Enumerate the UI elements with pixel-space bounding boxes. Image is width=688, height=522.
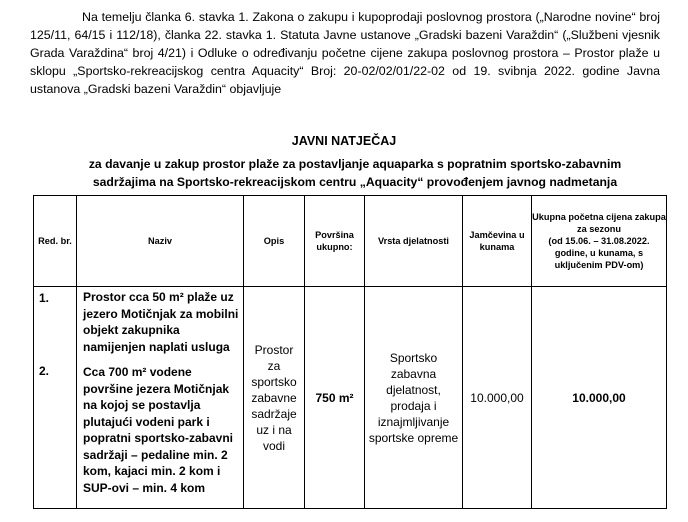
header-cijena-note: (od 15.06. – 31.08.2022. godine, u kunama, s uključenim PDV-om) bbox=[548, 236, 650, 270]
cell-jamcevina: 10.000,00 bbox=[463, 287, 532, 509]
header-naziv: Naziv bbox=[77, 196, 244, 287]
table-row bbox=[34, 287, 667, 509]
header-povrsina: Površina ukupno: bbox=[305, 196, 365, 287]
header-red-br: Red. br. bbox=[34, 196, 77, 287]
naziv-item-2: Cca 700 m² vodene površine jezera Motičnjak na kojoj se postavlja plutajući vodeni park i popratni sportsko-zabavni sadržaji – pedaline min. 2 kom, kajaci min. 2 kom i SUP-ovi – min. 4 kom bbox=[83, 365, 234, 495]
cell-vrsta: Sportsko zabavna djelatnost, prodaja i iznajmljivanje sportske opreme bbox=[365, 287, 463, 509]
header-vrsta: Vrsta djelatnosti bbox=[365, 196, 463, 287]
cell-row-numbers bbox=[34, 287, 77, 509]
header-cijena bbox=[532, 196, 667, 287]
document-title: JAVNI NATJEČAJ bbox=[291, 134, 397, 148]
intro-paragraph: Na temelju članka 6. stavka 1. Zakona o zakupu i kupoprodaji poslovnog prostora („Narodne novine“ broj 125/11, 64/15 i 112/18), članka 22. stavka 1. Statuta Javne ustanove „Gradski bazeni Varaždin“ („Službeni vjesnik Grada Varaždina“ broj 4/21) i Odluke o određivanju početne cijene zakupa poslovnog prostora – Prostor plaže u sklopu „Sportsko-rekreacijskog centra Aquacity“ Broj: 20-02/02/01/22-02 od 19. svibnja 2022. godine Javna ustanova „Gradski bazeni Varaždin“ objavljuje bbox=[30, 10, 660, 96]
header-cijena-title: Ukupna početna cijena zakupa za sezonu bbox=[532, 212, 666, 234]
header-opis: Opis bbox=[244, 196, 305, 287]
row-number-1: 1. bbox=[39, 291, 50, 305]
cell-opis: Prostor za sportsko zabavne sadržaje uz i na vodi bbox=[244, 287, 305, 509]
cell-povrsina: 750 m² bbox=[305, 287, 365, 509]
row-number-2: 2. bbox=[39, 364, 50, 378]
table-header-row bbox=[34, 196, 667, 287]
naziv-item-1: Prostor cca 50 m² plaže uz jezero Motičnjak za mobilni objekt zakupnika namijenjen naplati usluga bbox=[83, 290, 239, 354]
document-subtitle: za davanje u zakup prostor plaže za postavljanje aquaparka s popratnim sportsko-zabavnim sadržajima na Sportsko-rekreacijskom centru „Aquacity“ provođenjem javnog nadmetanja bbox=[88, 157, 622, 189]
header-jamcevina: Jamčevina u kunama bbox=[463, 196, 532, 287]
cell-cijena: 10.000,00 bbox=[532, 287, 667, 509]
tender-table bbox=[33, 195, 667, 509]
cell-naziv bbox=[77, 287, 244, 509]
